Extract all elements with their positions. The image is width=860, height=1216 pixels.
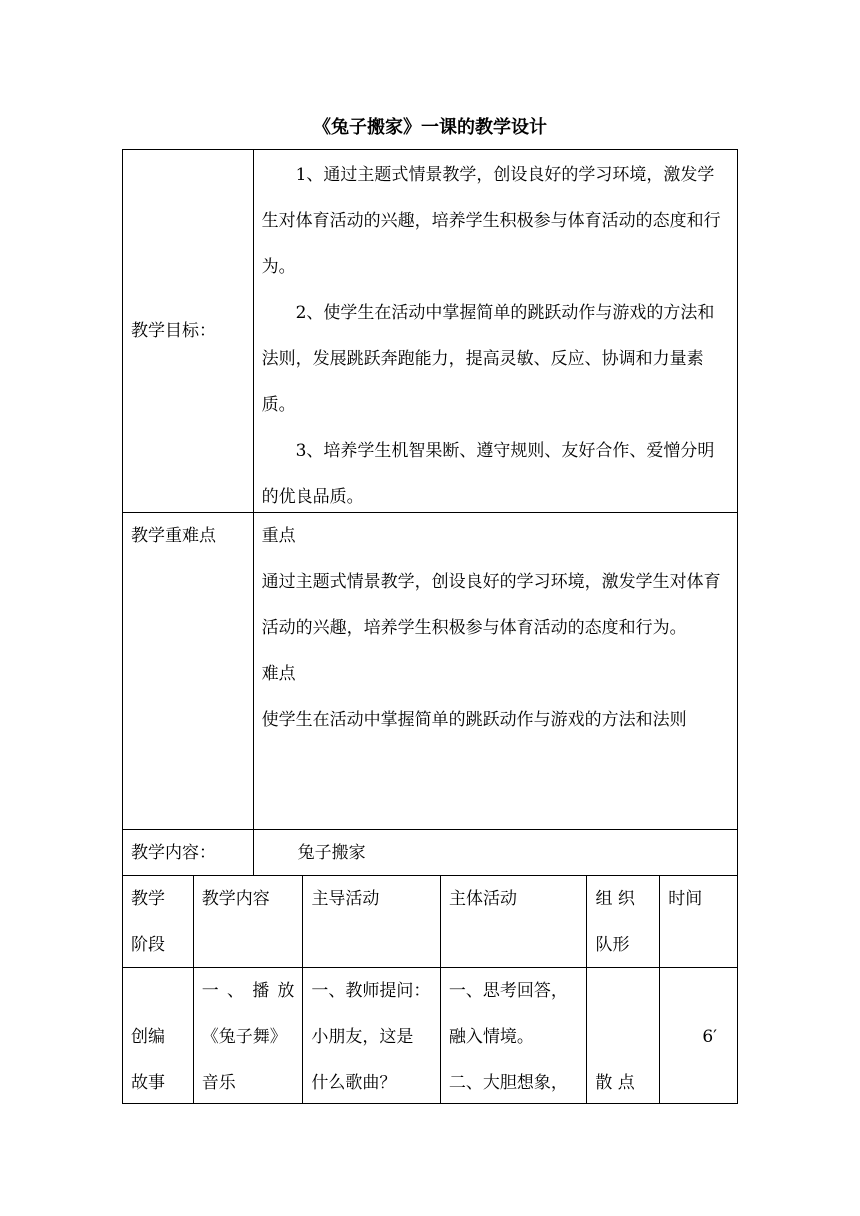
header-time: 时间 (659, 876, 737, 967)
objectives-label: 教学目标： (131, 321, 216, 341)
key-heading: 重点 (261, 526, 296, 546)
lesson-plan-table (122, 149, 738, 1104)
lead-cell: 一、教师提问： 小朋友，这是 什么歌曲？ (302, 968, 440, 1103)
stage-cell: 创编 故事 (131, 1027, 165, 1093)
content-cell: 一、播放 《兔子舞》 音乐 (193, 968, 303, 1103)
difficulty-text: 使学生在活动中掌握简单的跳跃动作与游戏的方法和法则 (261, 710, 687, 730)
objective-paragraph: 2、使学生在活动中掌握简单的跳跃动作与游戏的方法和法则，发展跳跃奔跑能力，提高灵敏、反应、协调和力量素质。 (261, 303, 715, 415)
key-points-label: 教学重难点 (131, 526, 216, 546)
objective-paragraph: 1、通过主题式情景教学，创设良好的学习环境，激发学生对体育活动的兴趣，培养学生积极参与体育活动的态度和行为。 (261, 165, 721, 277)
content-value: 兔子搬家 (253, 830, 737, 875)
key-text: 通过主题式情景教学，创设良好的学习环境，激发学生对体育活动的兴趣，培养学生积极参与体育活动的态度和行为。 (261, 572, 721, 638)
content-row (123, 829, 737, 875)
header-subject: 主体活动 (440, 876, 587, 967)
objective-paragraph: 3、培养学生机智果断、遵守规则、友好合作、爱憎分明的优良品质。 (261, 441, 715, 507)
content-label: 教学内容： (131, 843, 216, 863)
key-points-row (123, 512, 737, 829)
schedule-row (123, 967, 737, 1103)
subject-cell: 一、思考回答， 融入情境。 二、大胆想象， (440, 968, 586, 1103)
formation-cell: 散 点 (586, 968, 659, 1103)
header-content: 教学内容 (193, 876, 303, 967)
header-stage: 教学 阶段 (131, 889, 165, 955)
header-formation: 组 织 队形 (586, 876, 659, 967)
time-cell: 6′ (659, 968, 737, 1103)
objectives-text (253, 150, 737, 512)
objectives-row (123, 150, 737, 512)
page-title: 《兔子搬家》一课的教学设计 (313, 117, 547, 138)
header-lead: 主导活动 (302, 876, 440, 967)
key-points-text (253, 513, 737, 829)
schedule-header-row (123, 875, 737, 967)
difficulty-heading: 难点 (261, 664, 296, 684)
